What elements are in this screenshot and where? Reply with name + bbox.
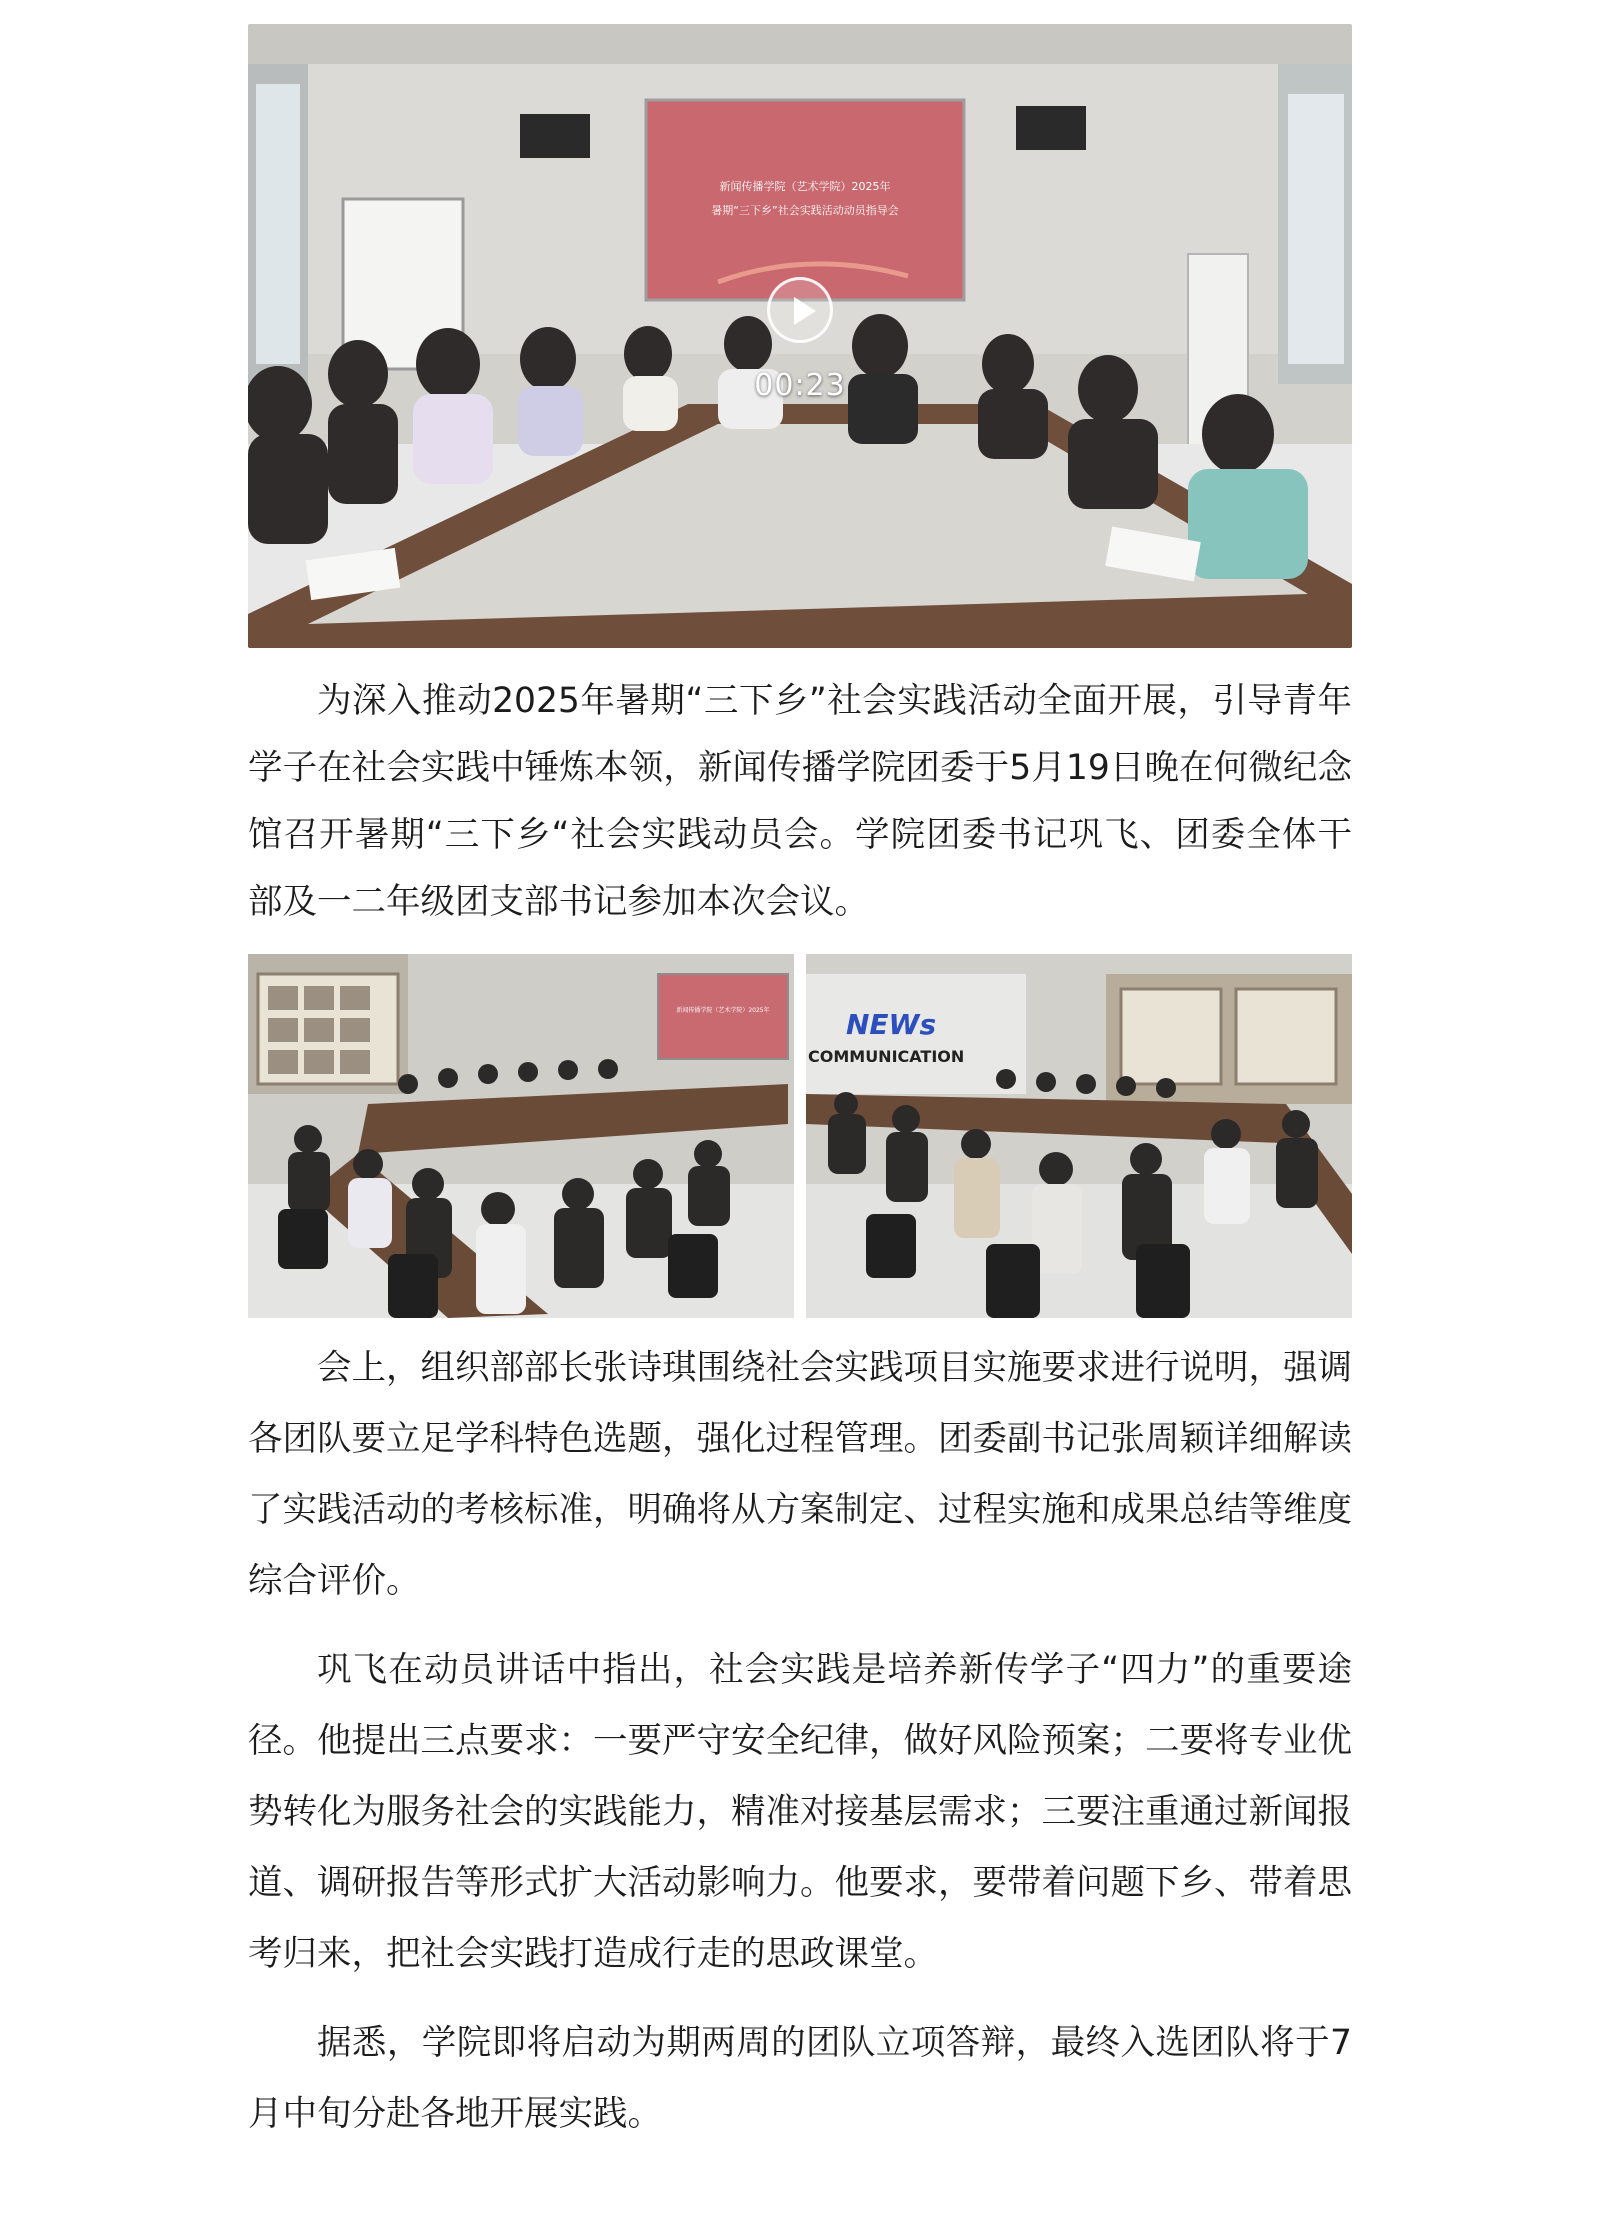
play-icon — [794, 297, 816, 325]
play-button[interactable] — [767, 277, 833, 343]
sign-brand: NEWs — [846, 1008, 937, 1041]
paragraph-requirements: 会上，组织部部长张诗琪围绕社会实践项目实施要求进行说明，强调各团队要立足学科特色选题，强化过程管理。团委副书记张周颖详细解读了实践活动的考核标准，明确将从方案制定、过程实施和成果总结等维度综合评价。 — [248, 1348, 1352, 1601]
screen-title-2: 暑期“三下乡”社会实践活动动员指导会 — [711, 204, 899, 217]
paragraph-intro: 为深入推动2025年暑期“三下乡”社会实践活动全面开展，引导青年学子在社会实践中锤炼本领，新闻传播学院团委于5月19日晚在何微纪念馆召开暑期“三下乡“社会实践动员会。学院团委书记巩飞、团委全体干部及一二年级团支部书记参加本次会议。 — [248, 681, 1352, 922]
photo-meeting-left — [248, 954, 794, 1318]
paragraph-schedule: 据悉，学院即将启动为期两周的团队立项答辩，最终入选团队将于7月中旬分赴各地开展实践。 — [248, 2023, 1352, 2134]
sign-text: COMMUNICATION — [808, 1047, 965, 1066]
photo-screen-text: 新闻传播学院（艺术学院）2025年 — [676, 1007, 770, 1014]
video-player[interactable] — [248, 24, 1352, 648]
paragraph-speech: 巩飞在动员讲话中指出，社会实践是培养新传学子“四力”的重要途径。他提出三点要求：一要严守安全纪律，做好风险预案；二要将专业优势转化为服务社会的实践能力，精准对接基层需求；三要注重通过新闻报道、调研报告等形式扩大活动影响力。他要求，要带着问题下乡、带着思考归来，把社会实践打造成行走的思政课堂。 — [248, 1650, 1352, 1974]
photo-meeting-right — [806, 954, 1352, 1318]
photo-row — [248, 954, 1352, 1318]
video-duration: 00:23 — [754, 368, 846, 403]
screen-title-1: 新闻传播学院（艺术学院）2025年 — [719, 180, 891, 193]
article — [248, 24, 1352, 2150]
